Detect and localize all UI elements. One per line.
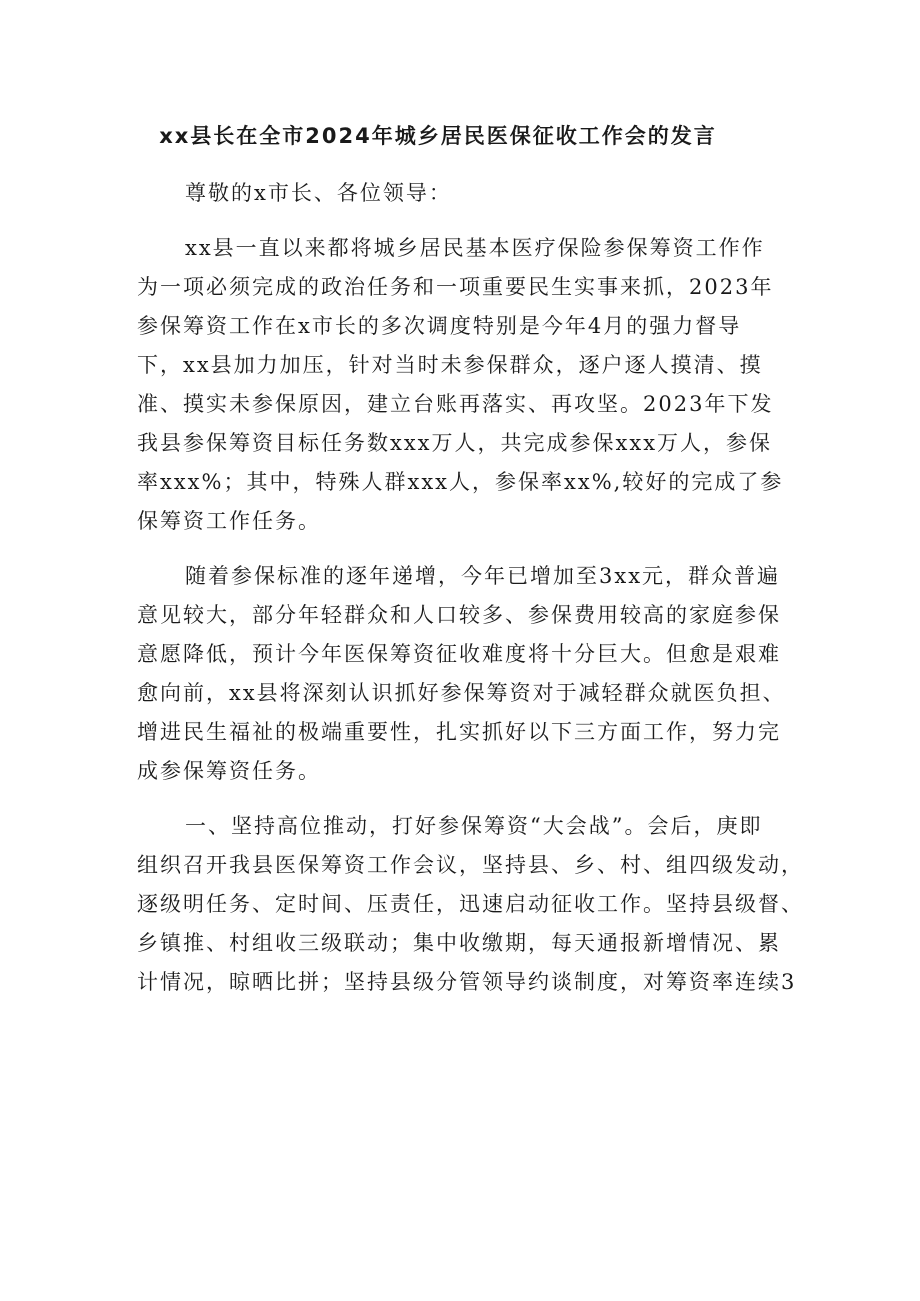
- paragraph-2: [137, 557, 797, 791]
- paragraph-line: 计情况，晾晒比拼；坚持县级分管领导约谈制度，对筹资率连续3: [137, 970, 797, 994]
- paragraph-line: 一、坚持高位推动，打好参保筹资“大会战”。会后，庚即: [185, 814, 763, 838]
- greeting: 尊敬的x市长、各位领导：: [185, 181, 452, 205]
- paragraph-3: [137, 807, 804, 1002]
- paragraph-line: 准、摸实未参保原因，建立台账再落实、再攻坚。2023年下发: [137, 392, 774, 416]
- paragraph-line: 率xxx%；其中，特殊人群xxx人，参保率xx%,较好的完成了参: [137, 470, 784, 494]
- document-body: [137, 174, 804, 1002]
- paragraph-line: 我县参保筹资目标任务数xxx万人，共完成参保xxx万人，参保: [137, 431, 773, 455]
- paragraph-line: 意见较大，部分年轻群众和人口较多、参保费用较高的家庭参保: [137, 603, 781, 627]
- document-title: xx县长在全市2024年城乡居民医保征收工作会的发言: [159, 124, 717, 148]
- paragraph-line: 组织召开我县医保筹资工作会议，坚持县、乡、村、组四级发动，: [137, 853, 804, 877]
- paragraph-line: 逐级明任务、定时间、压责任，迅速启动征收工作。坚持县级督、: [137, 892, 804, 916]
- paragraph-line: 意愿降低，预计今年医保筹资征收难度将十分巨大。但愈是艰难: [137, 642, 781, 666]
- paragraph-line: 愈向前，xx县将深刻认识抓好参保筹资对于减轻群众就医负担、: [137, 681, 786, 705]
- paragraph-line: 参保筹资工作在x市长的多次调度特别是今年4月的强力督导: [137, 314, 742, 338]
- paragraph-line: 为一项必须完成的政治任务和一项重要民生实事来抓，2023年: [137, 275, 774, 299]
- paragraph-line: 增进民生福祉的极端重要性，扎实抓好以下三方面工作，努力完: [137, 720, 781, 744]
- paragraph-line: 乡镇推、村组收三级联动；集中收缴期，每天通报新增情况、累: [137, 931, 781, 955]
- paragraph-line: xx县一直以来都将城乡居民基本医疗保险参保筹资工作作: [185, 236, 765, 260]
- paragraph-line: 随着参保标准的逐年递增，今年已增加至3xx元，群众普遍: [185, 564, 781, 588]
- paragraph-line: 成参保筹资任务。: [137, 759, 321, 783]
- paragraph-1: [137, 229, 797, 541]
- paragraph-line: 保筹资工作任务。: [137, 509, 321, 533]
- paragraph-line: 下，xx县加力加压，针对当时未参保群众，逐户逐人摸清、摸: [137, 353, 763, 377]
